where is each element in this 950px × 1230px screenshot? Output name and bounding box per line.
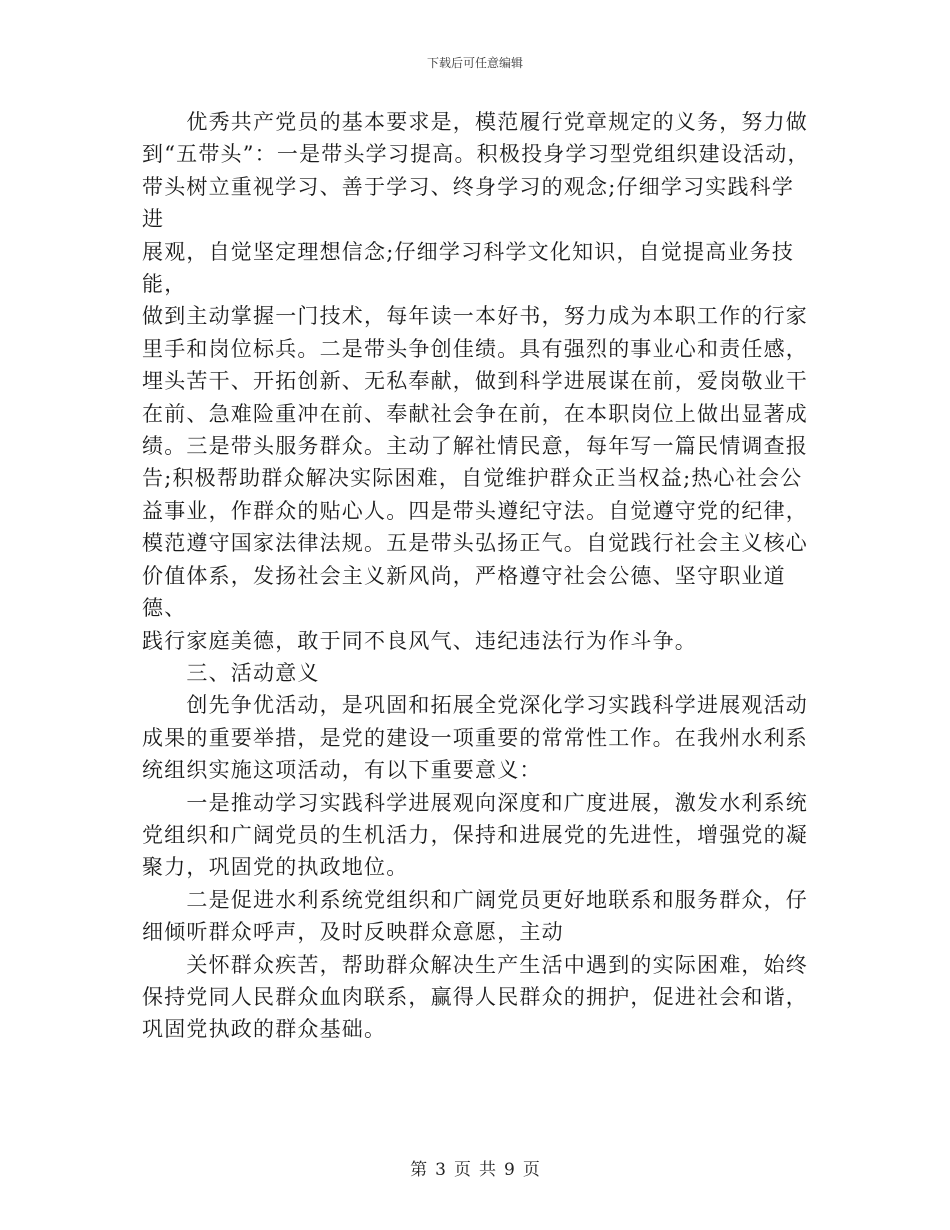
page-footer [0, 1155, 950, 1180]
current-page-number: 3 [435, 1160, 446, 1180]
text-line: 细倾听群众呼声，及时反映群众意愿，主动 [142, 920, 564, 945]
text-line: 绩。三是带头服务群众。主动了解社情民意，每年写一篇民情调查报 [142, 434, 808, 459]
text-line: 一是推动学习实践科学进展观向深度和广度进展，激发水利系统 [142, 790, 808, 815]
text-line: 保持党同人民群众血肉联系，赢得人民群众的拥护，促进社会和谐， [142, 984, 808, 1009]
text-line: 展观，自觉坚定理想信念;仔细学习科学文化知识，自觉提高业务技能， [142, 239, 795, 297]
text-line: 二是促进水利系统党组织和广阔党员更好地联系和服务群众，仔 [142, 887, 808, 912]
footer-page-label: 页 [454, 1160, 471, 1180]
text-line: 价值体系，发扬社会主义新风尚，严格遵守社会公德、坚守职业道德、 [142, 563, 786, 621]
footer-prefix: 第 [410, 1160, 428, 1180]
text-line: 告;积极帮助群众解决实际困难，自觉维护群众正当权益;热心社会公 [142, 466, 803, 491]
text-line: 做到主动掌握一门技术，每年读一本好书，努力成为本职工作的行家 [142, 304, 808, 329]
text-line: 埋头苦干、开拓创新、无私奉献，做到科学进展谋在前，爱岗敬业干 [142, 369, 808, 394]
text-line: 创先争优活动，是巩固和拓展全党深化学习实践科学进展观活动 [142, 693, 808, 718]
text-line: 关怀群众疾苦，帮助群众解决生产生活中遇到的实际困难，始终 [142, 952, 808, 977]
text-line: 模范遵守国家法律法规。五是带头弘扬正气。自觉践行社会主义核心 [142, 531, 808, 556]
text-line: 到“五带头”：一是带头学习提高。积极投身学习型党组织建设活动， [142, 142, 810, 167]
text-line: 统组织实施这项活动，有以下重要意义： [142, 758, 542, 783]
text-line: 践行家庭美德，敢于同不良风气、违纪违法行为作斗争。 [142, 628, 697, 653]
text-line: 在前、急难险重冲在前、奉献社会争在前，在本职岗位上做出显著成 [142, 401, 808, 426]
text-line: 巩固党执政的群众基础。 [142, 1017, 387, 1042]
text-line: 聚力，巩固党的执政地位。 [142, 855, 409, 880]
text-line: 益事业，作群众的贴心人。四是带头遵纪守法。自觉遵守党的纪律， [142, 498, 808, 523]
section-heading: 三、活动意义 [142, 660, 320, 685]
document-body [142, 106, 814, 1046]
total-pages-number: 9 [504, 1160, 515, 1180]
page-header: 下载后可任意编辑 [426, 56, 523, 70]
footer-suffix: 页 [522, 1160, 540, 1180]
text-line: 带头树立重视学习、善于学习、终身学习的观念;仔细学习实践科学进 [142, 174, 795, 232]
text-line: 里手和岗位标兵。二是带头争创佳绩。具有强烈的事业心和责任感， [142, 336, 808, 361]
text-line: 成果的重要举措，是党的建设一项重要的常常性工作。在我州水利系 [142, 725, 808, 750]
text-line: 优秀共产党员的基本要求是，模范履行党章规定的义务，努力做 [142, 110, 808, 134]
text-line: 党组织和广阔党员的生机活力，保持和进展党的先进性，增强党的凝 [142, 822, 808, 847]
footer-total-label: 共 [479, 1160, 496, 1180]
